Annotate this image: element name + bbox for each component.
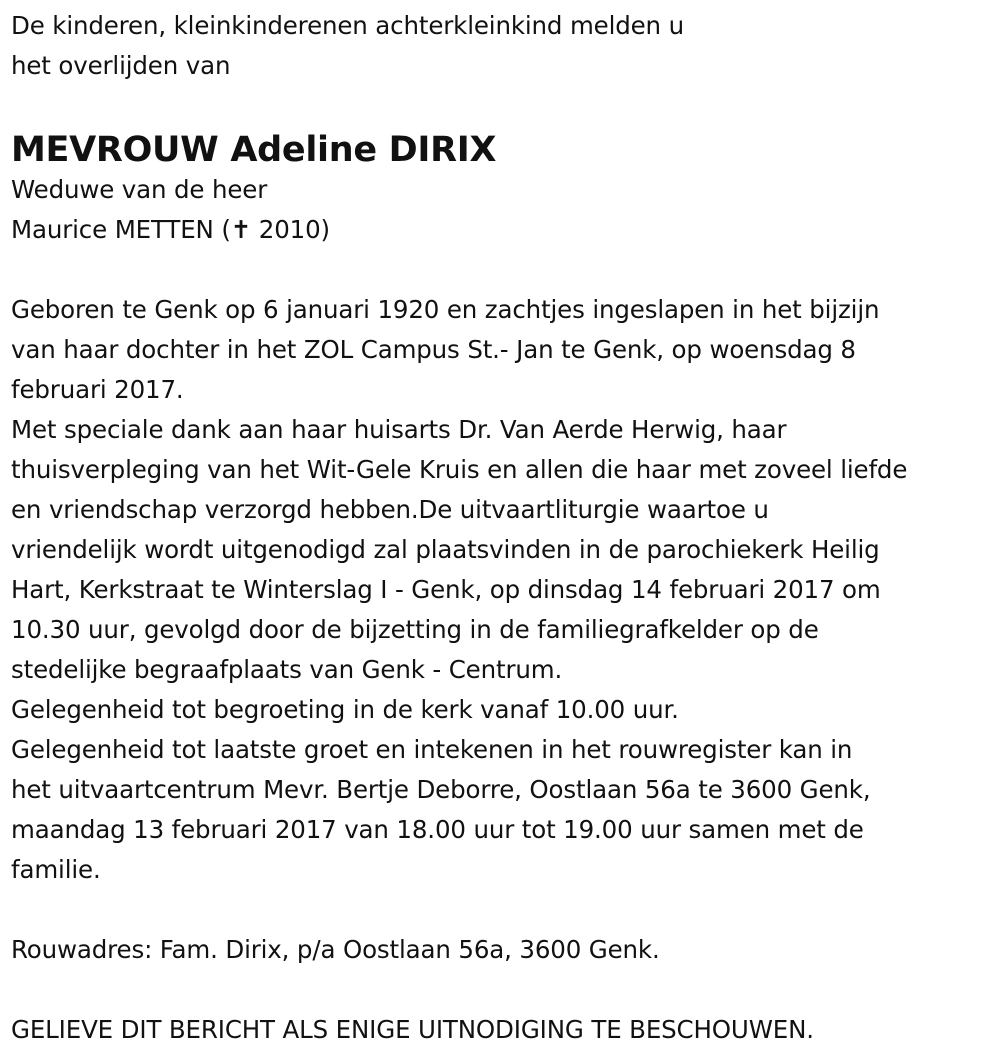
intro-line: De kinderen, kleinkinderenen achterkleinkind melden u xyxy=(11,11,684,40)
spacer xyxy=(11,86,996,130)
notice-body xyxy=(11,290,996,890)
body-line: Gelegenheid tot laatste groet en intekenen in het rouwregister kan in xyxy=(11,735,853,764)
body-line: van haar dochter in het ZOL Campus St.- Jan te Genk, op woensdag 8 xyxy=(11,335,856,364)
body-line: Gelegenheid tot begroeting in de kerk vanaf 10.00 uur. xyxy=(11,695,679,724)
body-line: 10.30 uur, gevolgd door de bijzetting in de familiegrafkelder op de xyxy=(11,615,819,644)
body-line: Hart, Kerkstraat te Winterslag I - Genk, op dinsdag 14 februari 2017 om xyxy=(11,575,881,604)
spacer xyxy=(11,250,996,290)
intro-line: het overlijden van xyxy=(11,51,231,80)
body-line: maandag 13 februari 2017 van 18.00 uur tot 19.00 uur samen met de xyxy=(11,815,864,844)
body-line: Met speciale dank aan haar huisarts Dr. Van Aerde Herwig, haar xyxy=(11,415,787,444)
body-line: Geboren te Genk op 6 januari 1920 en zachtjes ingeslapen in het bijzijn xyxy=(11,295,880,324)
deceased-name: MEVROUW Adeline DIRIX xyxy=(11,130,497,170)
widow-line: Weduwe van de heer xyxy=(11,175,268,204)
body-line: thuisverpleging van het Wit-Gele Kruis en allen die haar met zoveel liefde xyxy=(11,455,908,484)
body-line: stedelijke begraafplaats van Genk - Centrum. xyxy=(11,655,563,684)
closing-statement: GELIEVE DIT BERICHT ALS ENIGE UITNODIGING TE BESCHOUWEN. xyxy=(11,1015,814,1044)
widow-line: Maurice METTEN (✝ 2010) xyxy=(11,215,330,244)
mourning-address: Rouwadres: Fam. Dirix, p/a Oostlaan 56a, 3600 Genk. xyxy=(11,935,660,964)
body-line: familie. xyxy=(11,855,101,884)
body-line: vriendelijk wordt uitgenodigd zal plaatsvinden in de parochiekerk Heilig xyxy=(11,535,880,564)
body-line: februari 2017. xyxy=(11,375,184,404)
body-line: het uitvaartcentrum Mevr. Bertje Deborre, Oostlaan 56a te 3600 Genk, xyxy=(11,775,871,804)
spacer xyxy=(11,970,996,1010)
death-notice xyxy=(11,6,996,1050)
intro-text xyxy=(11,6,996,86)
body-line: en vriendschap verzorgd hebben.De uitvaartliturgie waartoe u xyxy=(11,495,769,524)
widow-info xyxy=(11,170,996,250)
spacer xyxy=(11,890,996,930)
